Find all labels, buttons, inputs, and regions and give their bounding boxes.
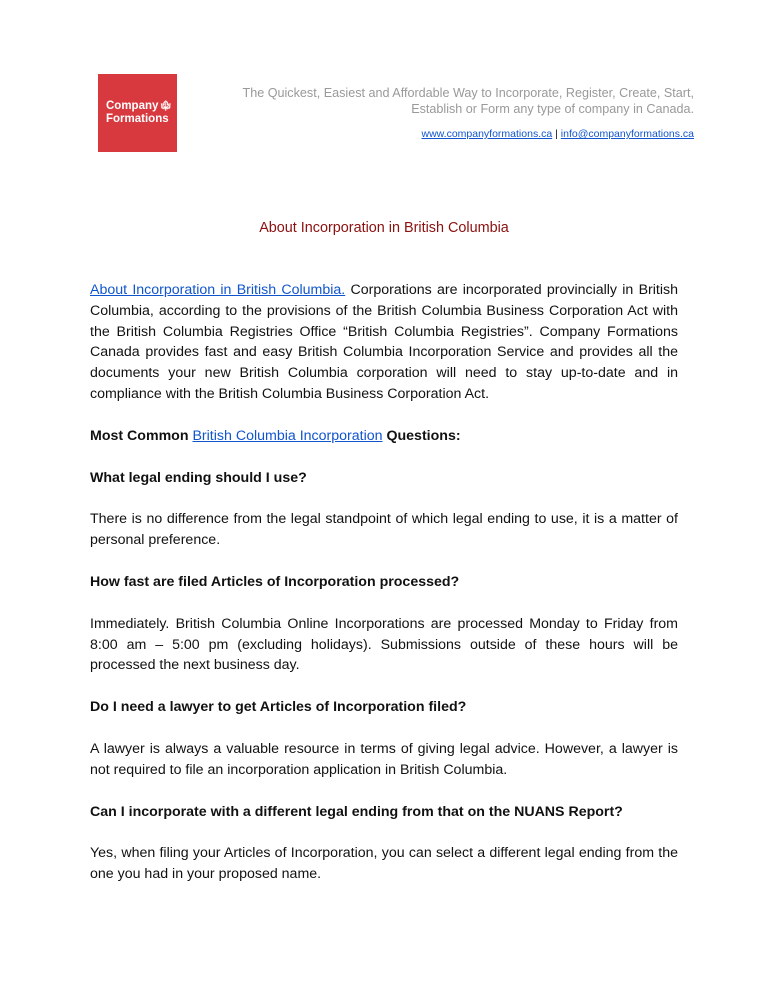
tagline-line1: The Quickest, Easiest and Affordable Way to Incorporate, Register, Create, Start,: [242, 86, 694, 100]
faq-question: What legal ending should I use?: [90, 469, 307, 486]
faq-question: Can I incorporate with a different legal ending from that on the NUANS Report?: [90, 803, 623, 820]
faq-question: Do I need a lawyer to get Articles of Incorporation filed?: [90, 699, 467, 716]
section-heading: Most Common British Columbia Incorporation Questions:: [90, 427, 461, 444]
logo-line2: Formations: [106, 113, 169, 125]
intro-link[interactable]: About Incorporation in British Columbia.: [90, 282, 346, 298]
contact-separator: |: [555, 128, 558, 140]
tagline-line2: Establish or Form any type of company in Canada.: [411, 102, 694, 116]
faq-question: How fast are filed Articles of Incorporation processed?: [90, 573, 460, 590]
bc-incorporation-link[interactable]: British Columbia Incorporation: [192, 427, 383, 444]
company-formations-logo: [98, 74, 177, 152]
logo-line1: Company🍁︎: [106, 100, 173, 112]
intro-text: Corporations are incorporated provincially in British Columbia, according to the provisions of the British Columbia Business Corporation Act with the British Columbia Registries Office “British Columbia Registries”. Company Formations Canada provides fast and easy British Columbia Incorporation Service and provides all the documents your new British Columbia corporation will need to stay up-to-date and in compliance with the British Columbia Business Corporation Act.: [90, 282, 678, 402]
faq-answer: A lawyer is always a valuable resource in terms of giving legal advice. However, a lawyer is not required to file an incorporation application in British Columbia.: [90, 740, 678, 778]
website-link[interactable]: www.companyformations.ca: [421, 128, 553, 140]
header-contact: [300, 127, 694, 141]
faq-answer: Immediately. British Columbia Online Incorporations are processed Monday to Friday from 8:00 am – 5:00 pm (excluding holidays). Submissions outside of these hours will be processed the next business day.: [90, 615, 678, 674]
email-link[interactable]: info@companyformations.ca: [560, 128, 694, 140]
header-tagline: [230, 85, 694, 117]
maple-leaf-icon: 🍁︎: [159, 101, 173, 112]
intro-paragraph: [90, 280, 678, 405]
faq-answer: Yes, when filing your Articles of Incorporation, you can select a different legal ending from the one you had in your proposed name.: [90, 845, 678, 883]
page-title: About Incorporation in British Columbia: [259, 220, 509, 236]
faq-answer: There is no difference from the legal standpoint of which legal ending to use, it is a matter of personal preference.: [90, 511, 678, 549]
document-body: [90, 280, 678, 906]
